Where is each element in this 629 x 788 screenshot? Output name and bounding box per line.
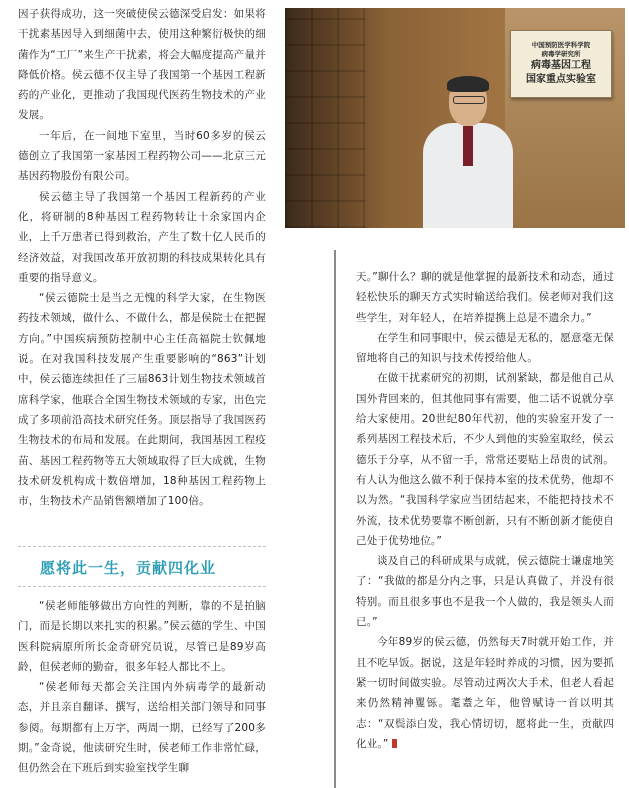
plaque-line-4: 国家重点实验室	[526, 74, 596, 85]
scientist-figure	[413, 78, 523, 228]
plaque-line-2: 病毒学研究所	[541, 50, 581, 58]
paragraph-text: 今年89岁的侯云德，仍然每天7时就开始工作，并且不吃早饭。据说，这是年轻时养成的习惯，因为要抓紧一切时间做实验。尽管动过两次大手术，但老人看起来仍然精神矍铄。耄耋之年，他曾赋诗一首以明其志：“双鬓添白发，我心情切切，愿将此一生，贡献四化业。”	[356, 636, 614, 750]
paragraph: 在做干扰素研究的初期，试剂紧缺，都是他自己从国外背回来的，但其他同事有需要，他二话不说就分享给大家使用。20世纪80年代初，他的实验室开发了一系列基因工程技术后，不少人到他的实验室取经，侯云德乐于分享，从不留一手，常常还要贴上昂贵的试剂。有人认为他这么做不利于保持本室的技术优势，他却不以为然。“我国科学家应当团结起来，不能把持技术不外流，技术优势要靠不断创新，只有不断创新才能使自己处于优势地位。”	[356, 372, 614, 547]
lab-plaque	[510, 30, 612, 98]
plaque-line-3: 病毒基因工程	[531, 60, 591, 71]
column-divider	[334, 250, 336, 788]
glasses	[453, 96, 485, 104]
paragraph: “侯老师每天都会关注国内外病毒学的最新动态，并且亲自翻译、撰写，送给相关部门领导和同事参阅。每期都有上万字，两周一期，已经写了200多期。”金奇说，他读研究生时，侯老师工作非常忙碌，但仍然会在下班后到实验室找学生聊	[18, 681, 266, 775]
plaque-line-1: 中国预防医学科学院	[531, 41, 591, 49]
end-mark-icon	[392, 739, 397, 748]
right-column	[356, 267, 614, 754]
paragraph-last	[356, 632, 614, 754]
hair	[447, 76, 489, 92]
paragraph: 侯云德主导了我国第一个基因工程新药的产业化，将研制的8种基因工程药物转让十余家国内企业，上千万患者已得到救治，产生了数十亿人民币的经济效益，对我国改革开放初期的科技成果转化具有重要的指导意义。	[18, 190, 266, 284]
paragraph: 因子获得成功，这一突破使侯云德深受启发：如果将干扰素基因导入到细菌中去，使用这种繁衍极快的细菌作为“工厂”来生产干扰素，将会大幅度提高产量并降低价格。侯云德不仅主导了我国第一个基因工程新药的产业化，更推动了我国现代医药生物技术的产业发展。	[18, 8, 266, 122]
tie	[463, 126, 473, 166]
heading-rule-top	[18, 546, 266, 547]
window-grid	[285, 8, 365, 228]
paragraph: 天。”聊什么？聊的就是他掌握的最新技术和动态，通过轻松快乐的聊天方式实时输送给我们。侯老师对我们这些学生，对年轻人，在培养提携上总是不遗余力。”	[356, 271, 614, 324]
section-heading: 愿将此一生，贡献四化业	[40, 559, 217, 577]
paragraph: 谈及自己的科研成果与成就，侯云德院士谦虚地笑了：“我做的都是分内之事，只是认真做了，并没有很特别。而且很多事也不是我一个人做的，我是领头人而已。”	[356, 555, 614, 629]
paragraph: 一年后，在一间地下室里，当时60多岁的侯云德创立了我国第一家基因工程药物公司——北京三元基因药物股份有限公司。	[18, 129, 266, 183]
portrait-photo	[285, 8, 625, 228]
paragraph: 在学生和同事眼中，侯云德是无私的，愿意毫无保留地将自己的知识与技术传授给他人。	[356, 331, 614, 365]
left-column-top	[18, 4, 266, 511]
paragraph: “侯老师能够做出方向性的判断，靠的不是拍脑门，而是长期以来扎实的积累。”侯云德的学生、中国医科院病原所所长金奇研究员说，尽管已是89岁高龄，但侯老师的勤奋，很多年轻人都比不上。	[18, 600, 266, 673]
left-column-bottom	[18, 596, 266, 779]
paragraph: “侯云德院士是当之无愧的科学大家，在生物医药技术领域，做什么、不做什么，都是侯院士在把握方向。”中国疾病预防控制中心主任高福院士钦佩地说。在对我国科技发展产生重要影响的“863”计划中，侯云德连续担任了三届863计划生物技术领域首席科学家，他联合全国生物技术领域的专家，出色完成了多项前沿高技术研究任务。顶层指导了我国医药生物技术的布局和发展。在此期间，我国基因工程疫苗、基因工程药物等五大领域取得了巨大成就，生物技术研发机构成十数倍增加，18种基因工程药物上市，生物技术产品销售额增加了100倍。	[18, 292, 266, 508]
heading-rule-bottom	[18, 586, 266, 587]
